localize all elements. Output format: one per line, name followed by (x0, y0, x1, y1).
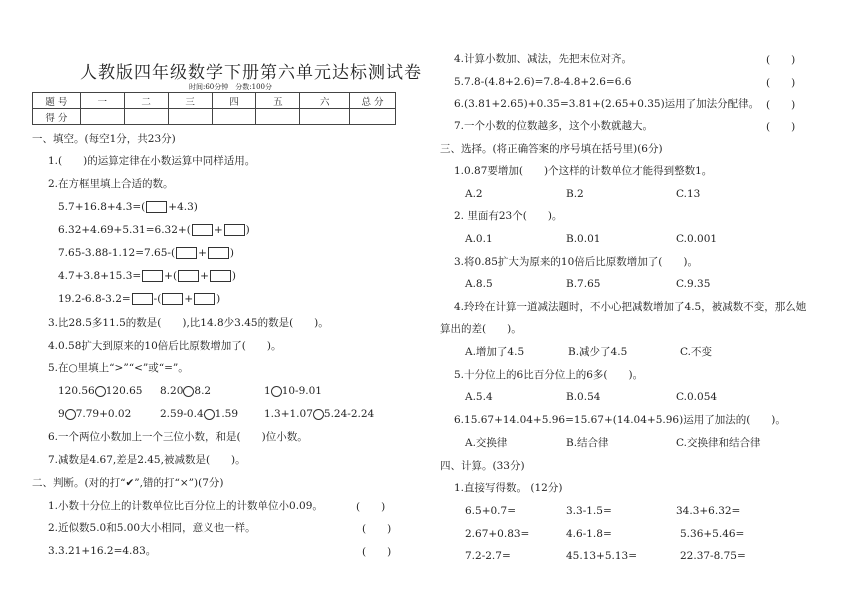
answer-box[interactable] (162, 293, 183, 305)
compare-left: 1 (264, 385, 271, 397)
judge-answer-paren[interactable]: ( ) (362, 523, 392, 535)
answer-box[interactable] (142, 270, 163, 282)
judge-item: 1.小数十分位上的计数单位比百分位上的计数单位小0.09。 (48, 500, 323, 512)
score-header-cell: 题 号 (33, 93, 81, 109)
fill-q2e-text: ) (216, 293, 221, 305)
fill-q2c-text: + (198, 247, 207, 259)
compare-item (264, 384, 322, 398)
section-3-heading: 三、选择。(将正确答案的序号填在括号里)(6分) (440, 143, 663, 155)
compare-right: 5.24-2.24 (323, 408, 375, 420)
score-header-cell: 六 (300, 93, 350, 109)
compare-right: 8.2 (194, 385, 212, 397)
compare-right: 10-9.01 (281, 385, 322, 397)
choice-q1: 1.0.87要增加( )个这样的计数单位才能得到整数1。 (454, 165, 713, 177)
answer-box[interactable] (194, 293, 215, 305)
fill-q5: 5.在○里填上“>”“<”或“=”。 (48, 362, 189, 374)
score-cell[interactable] (80, 109, 124, 125)
choice-option[interactable]: A.交换律 (465, 437, 508, 449)
choice-q3: 3.将0.85扩大为原来的10倍后比原数增加了( )。 (454, 256, 698, 268)
section-1-heading: 一、填空。(每空1分，共23分) (32, 133, 176, 145)
calc-q1: 1.直接写得数。 (12分) (454, 482, 563, 494)
choice-q4-line1: 4.玲玲在计算一道减法题时，不小心把减数增加了4.5，被减数不变，那么她 (454, 301, 807, 313)
score-row-label: 得 分 (33, 109, 81, 125)
compare-left: 1.3+1.07 (264, 408, 313, 420)
choice-option[interactable]: C.不变 (680, 346, 712, 358)
fill-q2a (58, 200, 198, 214)
judge-answer-paren[interactable]: ( ) (766, 99, 796, 111)
exam-subtitle: 时间:60分钟 分数:100分 (189, 83, 272, 91)
fill-q2d (58, 269, 236, 283)
score-cell[interactable] (350, 109, 396, 125)
fill-q3: 3.比28.5多11.5的数是( ),比14.8少3.45的数是( )。 (48, 317, 329, 329)
choice-option[interactable]: B.2 (566, 188, 584, 200)
judge-item: 7.一个小数的位数越多，这个小数就越大。 (454, 120, 654, 132)
answer-box[interactable] (210, 270, 231, 282)
section-4-heading: 四、计算。(33分) (440, 460, 525, 472)
score-header-cell: 三 (168, 93, 212, 109)
choice-option[interactable]: A.增加了4.5 (465, 346, 525, 358)
compare-circle[interactable] (95, 386, 106, 397)
compare-item (58, 407, 131, 421)
judge-answer-paren[interactable]: ( ) (766, 121, 796, 133)
answer-box[interactable] (146, 201, 167, 213)
judge-item: 5.7.8-(4.8+2.6)=7.8-4.8+2.6=6.6 (454, 76, 632, 88)
fill-q2c-text: ) (229, 247, 234, 259)
fill-q2a-text: 5.7+16.8+4.3=( (58, 201, 146, 213)
score-cell[interactable] (212, 109, 256, 125)
choice-option[interactable]: C.0.001 (676, 233, 718, 245)
score-header-cell: 二 (124, 93, 168, 109)
score-table (32, 92, 396, 125)
fill-q2e-text: 19.2-6.8-3.2= (58, 293, 131, 305)
judge-answer-paren[interactable]: ( ) (766, 54, 796, 66)
answer-box[interactable] (192, 224, 213, 236)
compare-circle[interactable] (271, 386, 282, 397)
calc-item: 2.67+0.83= (465, 528, 530, 540)
answer-box[interactable] (178, 270, 199, 282)
compare-circle[interactable] (65, 409, 76, 420)
fill-q2c (58, 246, 234, 260)
fill-q2b-text: 6.32+4.69+5.31=6.32+( (58, 224, 191, 236)
compare-left: 2.59-0.4 (160, 408, 204, 420)
score-header-cell: 一 (80, 93, 124, 109)
fill-q2d-text: 4.7+3.8+15.3= (58, 270, 142, 282)
fill-q2e (58, 292, 220, 306)
choice-q4-line2: 算出的差( )。 (440, 323, 522, 335)
compare-circle[interactable] (313, 409, 324, 420)
compare-item (160, 384, 211, 398)
score-cell[interactable] (300, 109, 350, 125)
choice-option[interactable]: B.结合律 (566, 437, 609, 449)
choice-option[interactable]: B.0.54 (566, 391, 601, 403)
calc-item: 45.13+5.13= (566, 550, 638, 562)
answer-box[interactable] (224, 224, 245, 236)
exam-title: 人教版四年级数学下册第六单元达标测试卷 (80, 63, 422, 83)
fill-q2: 2.在方框里填上合适的数。 (48, 178, 174, 190)
fill-q2a-text: +4.3) (168, 201, 198, 213)
fill-q2b-text: ) (245, 224, 250, 236)
compare-right: 7.79+0.02 (75, 408, 132, 420)
compare-item (264, 407, 374, 421)
score-table-score-row (33, 109, 396, 125)
score-header-cell: 四 (212, 93, 256, 109)
fill-q2c-text: 7.65-3.88-1.12=7.65-( (58, 247, 176, 259)
choice-option[interactable]: A.5.4 (465, 391, 493, 403)
compare-item (160, 407, 238, 421)
calc-item: 3.3-1.5= (566, 505, 612, 517)
choice-option[interactable]: C.13 (676, 188, 701, 200)
judge-answer-paren[interactable]: ( ) (362, 546, 392, 558)
fill-q2b-text: + (213, 224, 223, 236)
compare-left: 8.20 (160, 385, 184, 397)
compare-circle[interactable] (183, 386, 194, 397)
choice-option[interactable]: C.0.054 (676, 391, 718, 403)
compare-left: 120.56 (58, 385, 95, 397)
choice-option[interactable]: B.减少了4.5 (568, 346, 628, 358)
fill-q2d-text: ) (231, 270, 236, 282)
calc-item: 4.6-1.8= (566, 528, 612, 540)
judge-item: 6.(3.81+2.65)+0.35=3.81+(2.65+0.35)运用了加法分配律。 (454, 98, 760, 110)
section-2-heading: 二、判断。(对的打“✔”,错的打“×”)(7分) (32, 477, 224, 489)
score-cell[interactable] (168, 109, 212, 125)
judge-item: 2.近似数5.0和5.00大小相同，意义也一样。 (48, 522, 256, 534)
calc-item: 5.36+5.46= (680, 528, 745, 540)
choice-q5: 5.十分位上的6比百分位上的6多( )。 (454, 369, 644, 381)
score-header-cell: 五 (256, 93, 300, 109)
fill-q7: 7.减数是4.67,差是2.45,被减数是( )。 (48, 454, 246, 466)
score-table-header-row (33, 93, 396, 109)
judge-item: 3.3.21+16.2=4.83。 (48, 545, 157, 557)
fill-q2e-text: -( (153, 293, 162, 305)
judge-answer-paren[interactable]: ( ) (766, 77, 796, 89)
score-header-cell: 总 分 (350, 93, 396, 109)
fill-q6: 6.一个两位小数加上一个三位小数，和是( )位小数。 (48, 431, 308, 443)
compare-right: 120.65 (105, 385, 143, 397)
choice-option[interactable]: C.交换律和结合律 (676, 437, 761, 449)
compare-left: 9 (58, 408, 65, 420)
calc-item: 34.3+6.32= (676, 505, 741, 517)
fill-q2d-text: +( (164, 270, 178, 282)
compare-right: 1.59 (214, 408, 239, 420)
choice-option[interactable]: B.7.65 (566, 278, 601, 290)
fill-q4: 4.0.58扩大到原来的10倍后比原数增加了( )。 (48, 340, 282, 352)
fill-q2e-text: + (184, 293, 194, 305)
choice-q2: 2. 里面有23个( )。 (454, 210, 563, 222)
compare-item (58, 384, 143, 398)
calc-item: 6.5+0.7= (465, 505, 516, 517)
choice-option[interactable]: B.0.01 (566, 233, 601, 245)
fill-q2d-text: + (200, 270, 209, 282)
calc-item: 22.37-8.75= (680, 550, 746, 562)
choice-option[interactable]: A.2 (465, 188, 483, 200)
answer-box[interactable] (132, 293, 153, 305)
compare-circle[interactable] (204, 409, 215, 420)
choice-q6: 6.15.67+14.04+5.96=15.67+(14.04+5.96)运用了加法的( )。 (454, 414, 786, 426)
choice-option[interactable]: A.0.1 (465, 233, 493, 245)
fill-q1: 1.( )的运算定律在小数运算中同样适用。 (48, 155, 256, 167)
score-cell[interactable] (124, 109, 168, 125)
choice-option[interactable]: C.9.35 (676, 278, 711, 290)
calc-item: 7.2-2.7= (465, 550, 511, 562)
judge-answer-paren[interactable]: ( ) (356, 501, 386, 513)
score-cell[interactable] (256, 109, 300, 125)
judge-item: 4.计算小数加、减法，先把末位对齐。 (454, 53, 633, 65)
choice-option[interactable]: A.8.5 (465, 278, 493, 290)
answer-box[interactable] (208, 247, 229, 259)
answer-box[interactable] (176, 247, 197, 259)
fill-q2b (58, 223, 250, 237)
